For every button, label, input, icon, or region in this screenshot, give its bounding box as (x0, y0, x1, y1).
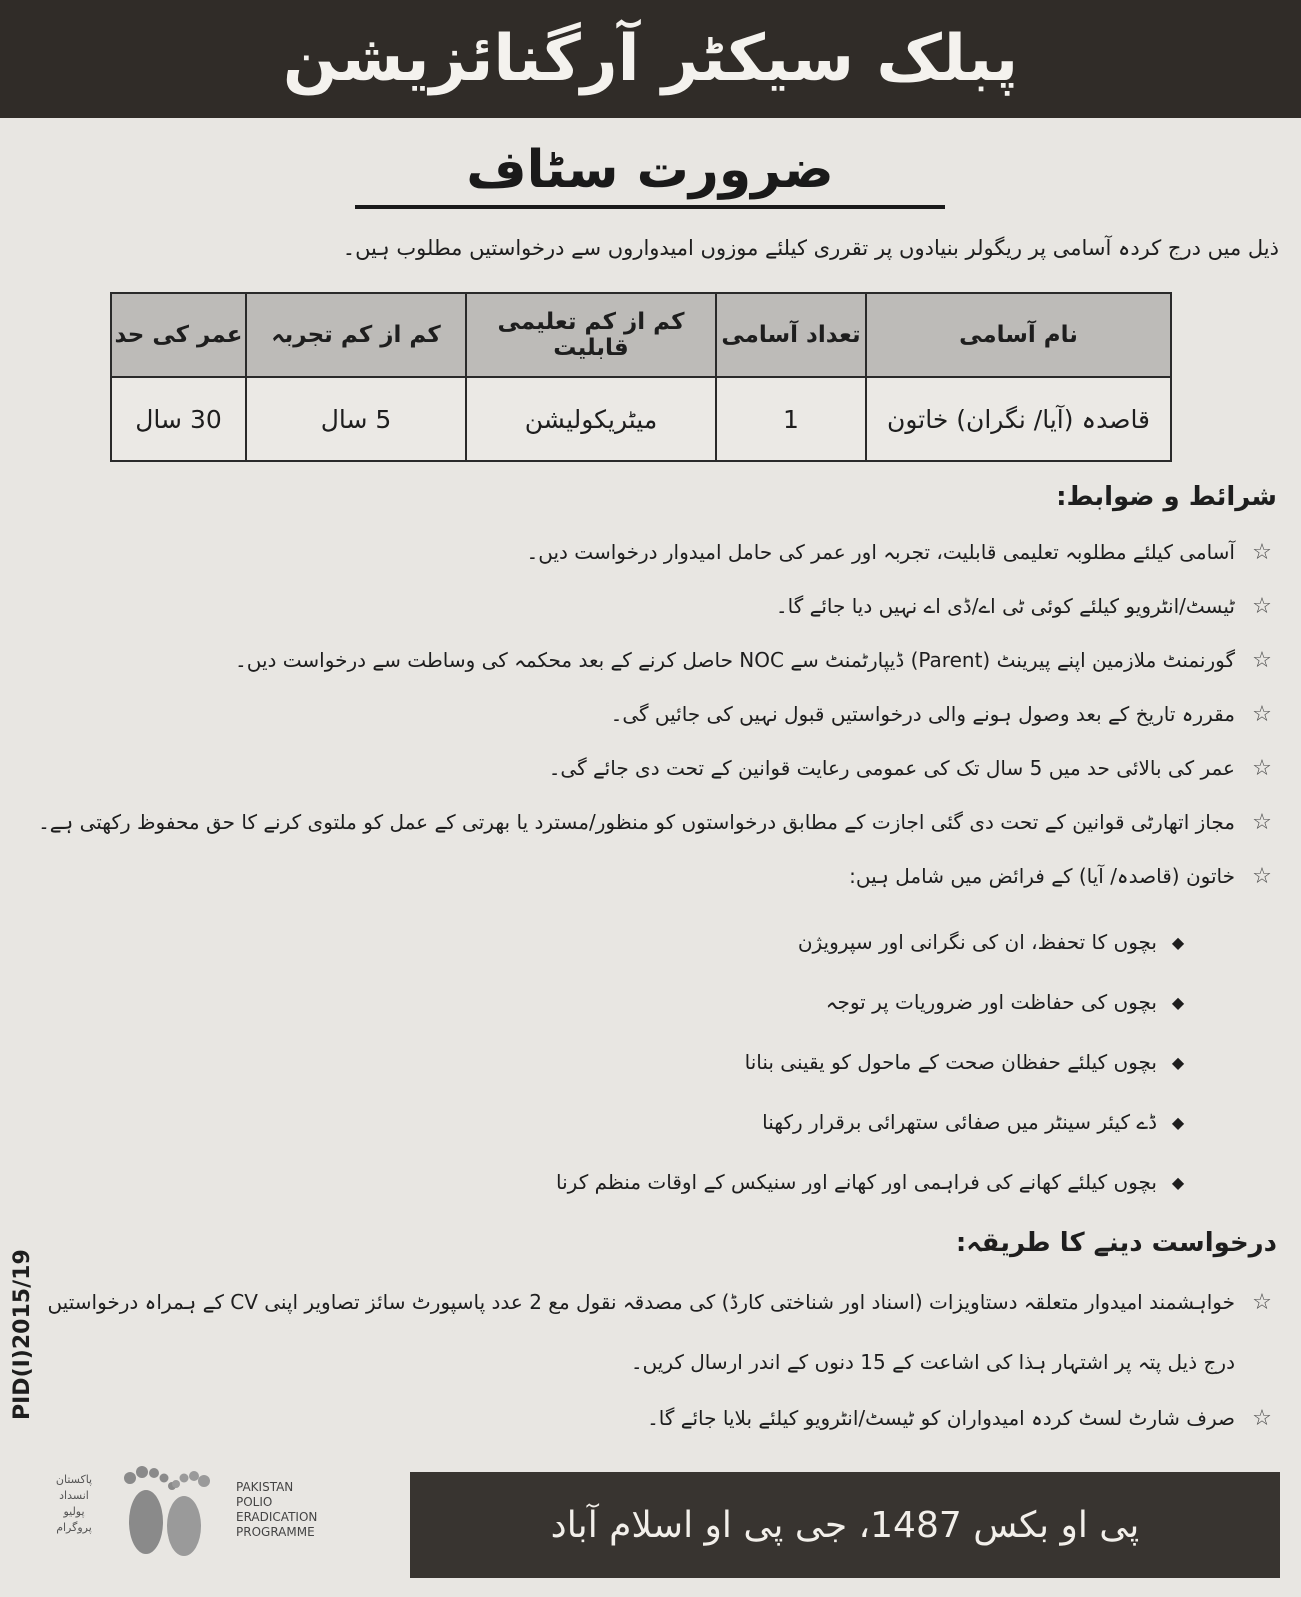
condition-text: آسامی کیلئے مطلوبہ تعلیمی قابلیت، تجربہ اور عمر کی حامل امیدوار درخواست دیں۔ (526, 540, 1235, 564)
polio-english-line: PAKISTAN (236, 1480, 294, 1494)
polio-urdu-line: پولیو (63, 1505, 85, 1518)
footprint-logo-icon (110, 1456, 220, 1566)
intro-text: ذیل میں درج کردہ آسامی پر ریگولر بنیادوں پر تقرری کیلئے موزوں امیدواروں سے درخواستیں مطلوب ہیں۔ (342, 236, 1279, 260)
polio-program-english (236, 1480, 386, 1540)
subtitle-underline (355, 205, 945, 209)
application-text: خواہشمند امیدوار متعلقہ دستاویزات (اسناد اور شناختی کارڈ) کی مصدقہ نقول مع 2 عدد پاسپورٹ سائز تصاویر اپنی CV کے ہمراہ درخواستیں (47, 1290, 1235, 1314)
conditions-title: شرائط و ضوابط: (1056, 482, 1277, 512)
table-header: عمر کی حد (111, 293, 246, 377)
duty-text: بچوں کا تحفظ، ان کی نگرانی اور سپرویژن (797, 930, 1157, 954)
diamond-bullet-icon: ◆ (1171, 932, 1185, 952)
posts-table (110, 292, 1172, 462)
condition-text: عمر کی بالائی حد میں 5 سال تک کی عمومی رعایت قوانین کے تحت دی جائے گی۔ (548, 756, 1235, 780)
table-header: نام آسامی (866, 293, 1171, 377)
star-outline-icon: ☆ (1252, 540, 1272, 565)
page-subtitle: ضرورت سٹاف (466, 140, 834, 200)
organization-title: پبلک سیکٹر آرگنائزیشن (282, 22, 1019, 96)
table-cell: 1 (716, 377, 866, 461)
polio-urdu-line: پروگرام (56, 1521, 92, 1534)
star-outline-icon: ☆ (1252, 864, 1272, 889)
star-outline-icon: ☆ (1252, 702, 1272, 727)
list-item (119, 648, 1279, 673)
list-item (556, 1170, 1191, 1194)
list-item (38, 810, 1279, 835)
duty-text: بچوں کیلئے حفظان صحت کے ماحول کو یقینی بنانا (744, 1050, 1157, 1074)
list-item (119, 756, 1279, 781)
diamond-bullet-icon: ◆ (1171, 1052, 1185, 1072)
address-band (410, 1472, 1280, 1578)
duty-text: بچوں کی حفاظت اور ضروریات پر توجہ (825, 990, 1157, 1014)
list-item (119, 864, 1279, 889)
list-item (119, 702, 1279, 727)
list-item (119, 594, 1279, 619)
diamond-bullet-icon: ◆ (1171, 1172, 1185, 1192)
list-item (798, 930, 1191, 954)
star-outline-icon: ☆ (1252, 810, 1272, 835)
condition-text: ٹیسٹ/انٹرویو کیلئے کوئی ٹی اے/ڈی اے نہیں دیا جائے گا۔ (775, 594, 1235, 618)
diamond-bullet-icon: ◆ (1171, 992, 1185, 1012)
polio-english-line: ERADICATION (236, 1510, 318, 1524)
table-header: کم از کم تعلیمی قابلیت (466, 293, 716, 377)
table-cell: 5 سال (246, 377, 466, 461)
star-outline-icon: ☆ (1252, 594, 1272, 619)
list-item (826, 990, 1191, 1014)
application-text-continued: درج ذیل پتہ پر اشتہار ہذا کی اشاعت کے 15 دنوں کے اندر ارسال کریں۔ (630, 1350, 1235, 1374)
list-item (745, 1050, 1191, 1074)
diamond-bullet-icon: ◆ (1171, 1112, 1185, 1132)
star-outline-icon: ☆ (1252, 756, 1272, 781)
polio-program-urdu (44, 1472, 104, 1536)
table-cell: 30 سال (111, 377, 246, 461)
top-banner (0, 0, 1301, 118)
table-header-row (111, 293, 1171, 377)
list-item (119, 1406, 1279, 1431)
duty-text: بچوں کیلئے کھانے کی فراہمی اور کھانے اور سنیکس کے اوقات منظم کرنا (556, 1170, 1157, 1194)
condition-text: گورنمنٹ ملازمین اپنے پیرینٹ (Parent) ڈیپارٹمنٹ سے NOC حاصل کرنے کے بعد محکمہ کی وساطت سے درخواست دیں۔ (235, 648, 1235, 672)
application-text: صرف شارٹ لسٹ کردہ امیدواران کو ٹیسٹ/انٹرویو کیلئے بلایا جائے گا۔ (647, 1406, 1235, 1430)
application-title: درخواست دینے کا طریقہ: (955, 1228, 1277, 1258)
list-item (119, 540, 1279, 565)
polio-urdu-line: انسداد (59, 1489, 89, 1502)
table-cell: قاصدہ (آیا/ نگران) خاتون (866, 377, 1171, 461)
polio-english-line: POLIO (236, 1495, 273, 1509)
condition-text: مقررہ تاریخ کے بعد وصول ہونے والی درخواستیں قبول نہیں کی جائیں گی۔ (610, 702, 1235, 726)
table-header: تعداد آسامی (716, 293, 866, 377)
list-item (47, 1290, 1279, 1315)
table-header: کم از کم تجربہ (246, 293, 466, 377)
pid-code: PID(I)2015/19 (10, 1249, 35, 1420)
table-cell: میٹریکولیشن (466, 377, 716, 461)
table-row (111, 377, 1171, 461)
star-outline-icon: ☆ (1252, 1290, 1272, 1315)
polio-urdu-line: پاکستان (55, 1473, 93, 1486)
condition-text: مجاز اتھارٹی قوانین کے تحت دی گئی اجازت کے مطابق درخواستوں کو منظور/مسترد یا بھرتی کے عمل کو ملتوی کرنے کا حق محفوظ رکھتی ہے۔ (38, 810, 1235, 834)
postal-address: پی او بکس 1487، جی پی او اسلام آباد (550, 1504, 1140, 1546)
condition-text: خاتون (قاصدہ/ آیا) کے فرائض میں شامل ہیں: (849, 864, 1235, 888)
duty-text: ڈے کیئر سینٹر میں صفائی ستھرائی برقرار رکھنا (762, 1110, 1157, 1134)
star-outline-icon: ☆ (1252, 648, 1272, 673)
star-outline-icon: ☆ (1252, 1406, 1272, 1431)
list-item (762, 1110, 1191, 1134)
polio-english-line: PROGRAMME (236, 1525, 315, 1539)
